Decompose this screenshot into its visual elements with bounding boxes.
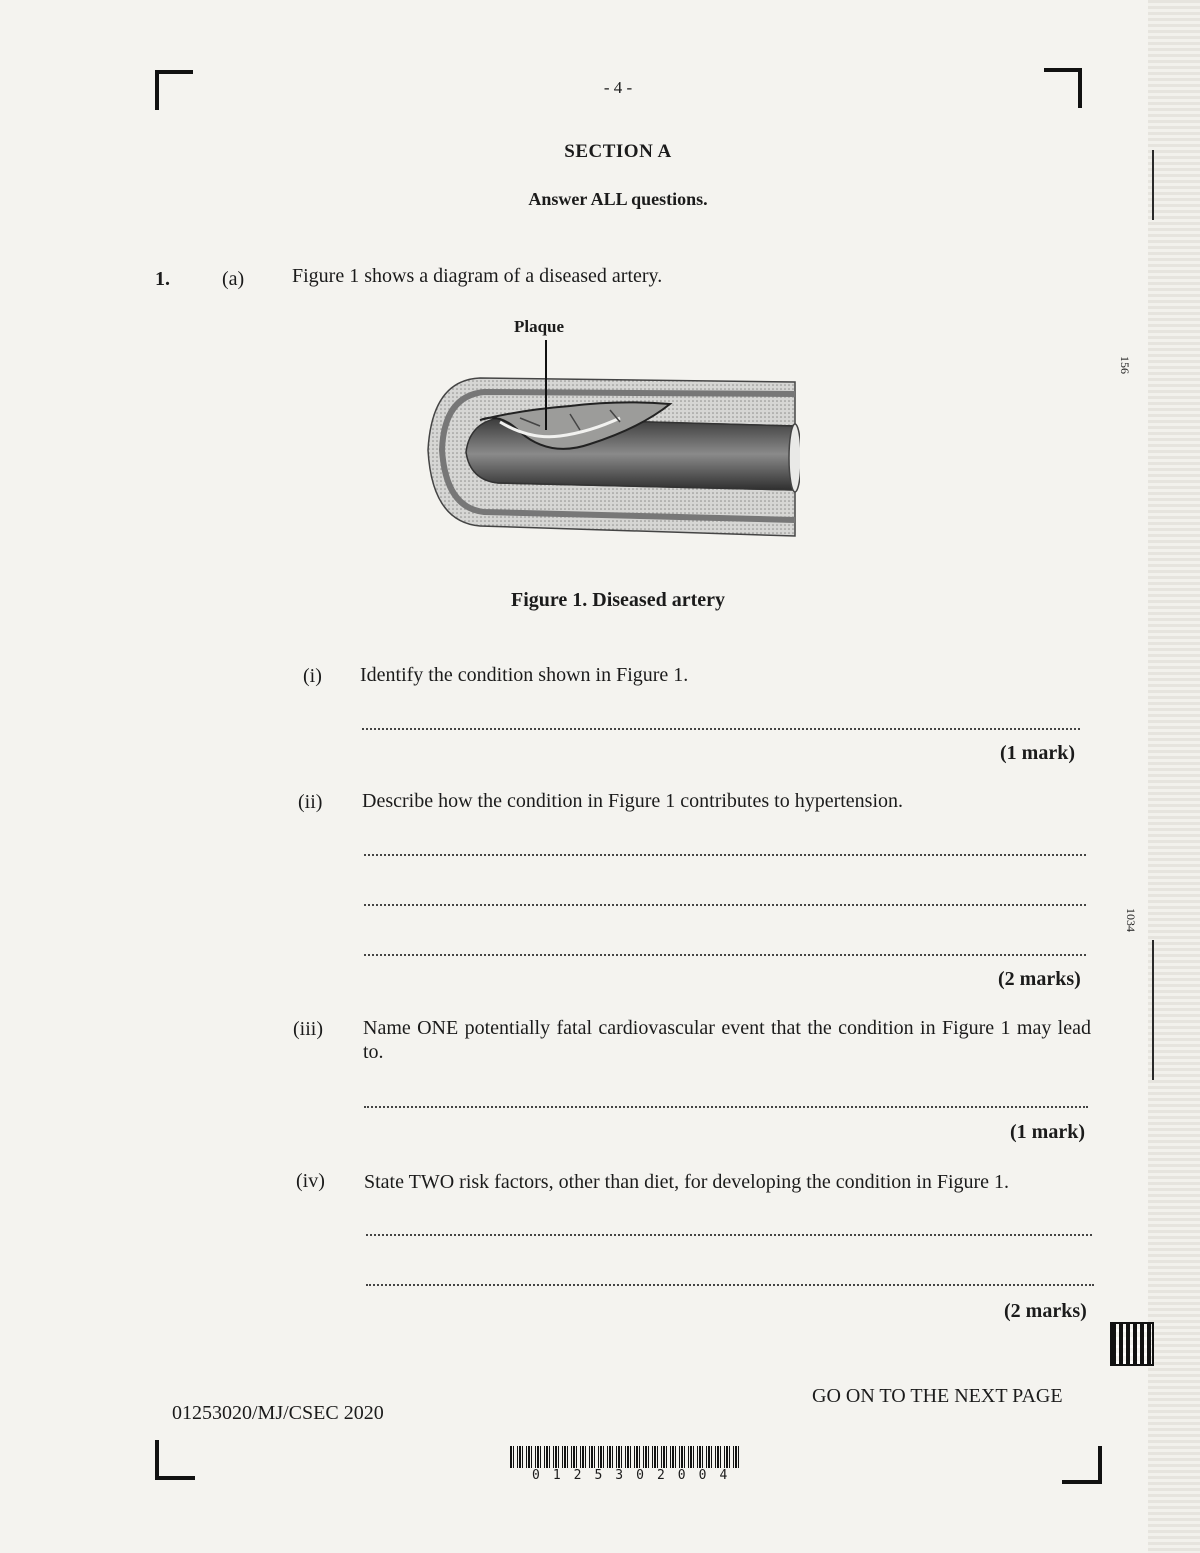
answer-line[interactable] (364, 904, 1086, 906)
subpart-text-i: Identify the condition shown in Figure 1. (360, 664, 689, 686)
edge-line (1152, 940, 1154, 1080)
plaque-label: Plaque (514, 317, 565, 336)
figure-caption: Figure 1. Diseased artery (510, 589, 726, 611)
question-number: 1. (155, 268, 170, 290)
subpart-number-iii: (iii) (293, 1018, 323, 1040)
paper-code: 01253020/MJ/CSEC 2020 (172, 1402, 384, 1424)
answer-line[interactable] (364, 1106, 1088, 1108)
subpart-text-iii: Name ONE potentially fatal cardiovascular event that the condition in Figure 1 may lead to. (363, 1017, 1091, 1063)
section-title: SECTION A (564, 141, 672, 162)
answer-line[interactable] (364, 954, 1086, 956)
barcode (510, 1446, 740, 1468)
barcode-digits: 0125302004 (532, 1468, 741, 1483)
page-number: - 4 - (603, 78, 633, 97)
answer-line[interactable] (366, 1234, 1092, 1236)
answer-line[interactable] (362, 728, 1080, 730)
marks-ii: (2 marks) (998, 968, 1081, 990)
side-code-top: 156 (1118, 356, 1132, 374)
marks-i: (1 mark) (1000, 742, 1075, 764)
answer-line[interactable] (364, 854, 1086, 856)
qr-code (1110, 1322, 1154, 1366)
subpart-number-ii: (ii) (298, 791, 323, 813)
subpart-text-ii: Describe how the condition in Figure 1 contributes to hypertension. (362, 790, 904, 812)
subpart-number-iv: (iv) (296, 1170, 325, 1192)
instruction: Answer ALL questions. (528, 189, 708, 209)
subpart-number-i: (i) (303, 665, 322, 687)
next-page-notice: GO ON TO THE NEXT PAGE (812, 1385, 1063, 1407)
marks-iv: (2 marks) (1004, 1300, 1087, 1322)
subpart-text-iv: State TWO risk factors, other than diet, for developing the condition in Figure 1. (364, 1171, 1010, 1193)
scanner-edge (1148, 0, 1200, 1553)
answer-line[interactable] (366, 1284, 1094, 1286)
marks-iii: (1 mark) (1010, 1121, 1085, 1143)
question-part: (a) (222, 268, 245, 290)
side-code-middle: 1034 (1124, 908, 1138, 932)
question-intro: Figure 1 shows a diagram of a diseased artery. (292, 265, 663, 287)
diseased-artery-figure (420, 340, 800, 540)
